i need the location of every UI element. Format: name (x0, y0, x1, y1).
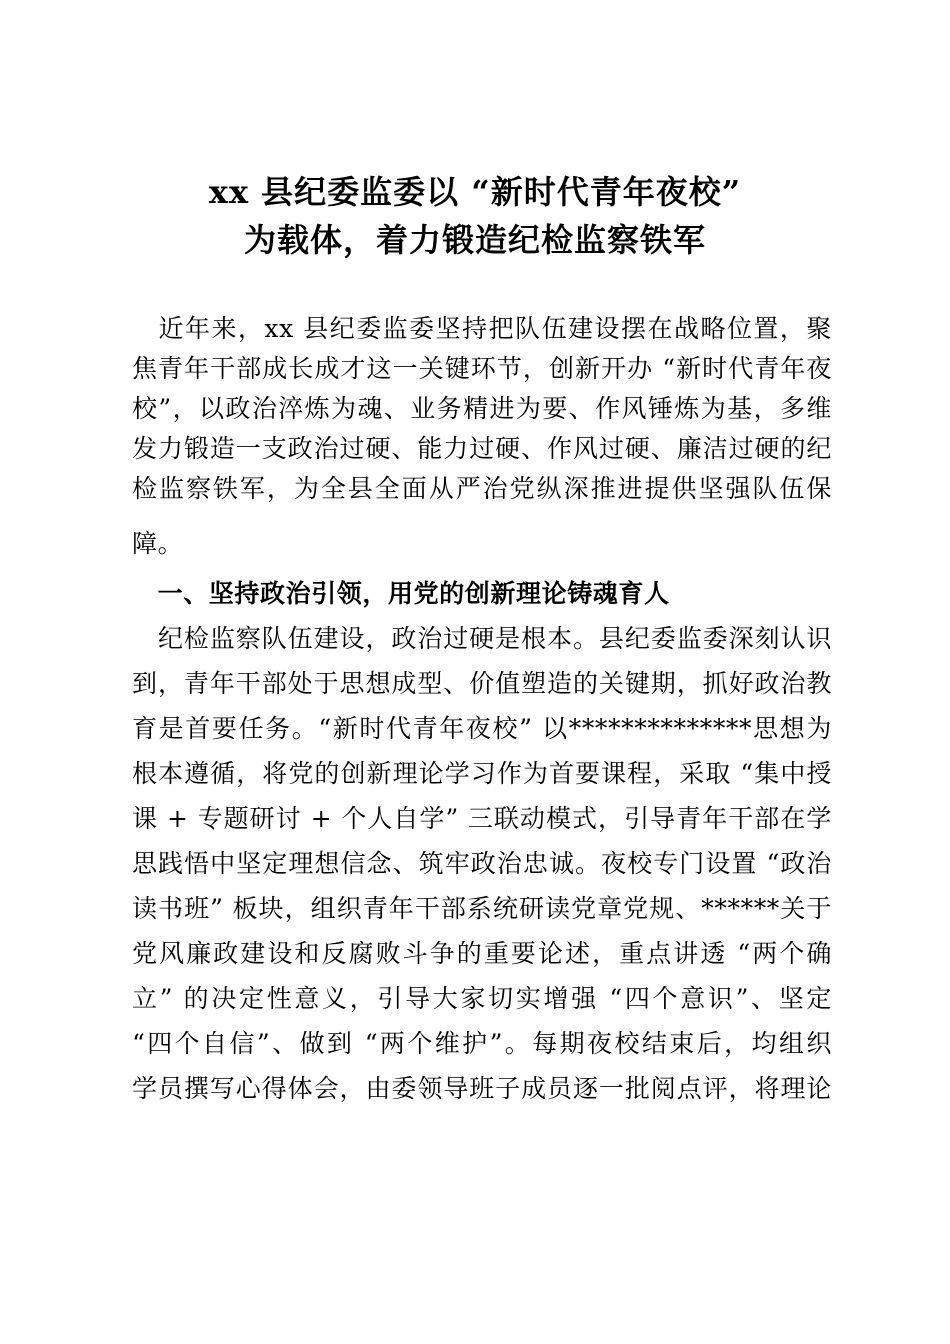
section-heading: 一、坚持政治引领，用党的创新理论铸魂育人 (132, 579, 670, 608)
paragraph-line: 发力锻造一支政治过硬、能力过硬、作风过硬、廉洁过硬的纪 (132, 434, 832, 463)
paragraph-line: “四个自信”、做到 “两个维护”。每期夜校结束后，均组织 (132, 1029, 832, 1058)
paragraph-line: 障。 (132, 529, 184, 558)
paragraph-line: 课 + 专题研讨 + 个人自学” 三联动模式，引导青年干部在学 (132, 804, 832, 833)
paragraph-line: 读书班” 板块，组织青年干部系统研读党章党规、******关于 (132, 894, 832, 923)
document-title-line-2: 为载体，着力锻造纪检监察铁军 (243, 221, 706, 259)
paragraph-line: 近年来，xx 县纪委监委坚持把队伍建设摆在战略位置，聚 (132, 314, 832, 343)
document-title-line-1: xx 县纪委监委以 “新时代青年夜校” (208, 173, 742, 211)
paragraph-line: 学员撰写心得体会，由委领导班子成员逐一批阅点评，将理论 (132, 1074, 832, 1103)
paragraph-line: 思践悟中坚定理想信念、筑牢政治忠诚。夜校专门设置 “政治 (132, 849, 832, 878)
paragraph-line: 焦青年干部成长成才这一关键环节，创新开办 “新时代青年夜 (132, 354, 832, 383)
paragraph-line: 到，青年干部处于思想成型、价值塑造的关键期，抓好政治教 (132, 669, 832, 698)
paragraph-line: 党风廉政建设和反腐败斗争的重要论述，重点讲透 “两个确 (132, 939, 832, 968)
paragraph-line: 纪检监察队伍建设，政治过硬是根本。县纪委监委深刻认识 (132, 624, 832, 653)
paragraph-line: 育是首要任务。“新时代青年夜校” 以**************思想为 (132, 714, 832, 743)
paragraph-line: 检监察铁军，为全县全面从严治党纵深推进提供坚强队伍保 (132, 474, 832, 503)
paragraph-line: 立” 的决定性意义，引导大家切实增强 “四个意识”、坚定 (132, 984, 832, 1013)
paragraph-line: 根本遵循，将党的创新理论学习作为首要课程，采取 “集中授 (132, 759, 832, 788)
paragraph-line: 校”，以政治淬炼为魂、业务精进为要、作风锤炼为基，多维 (132, 394, 832, 423)
